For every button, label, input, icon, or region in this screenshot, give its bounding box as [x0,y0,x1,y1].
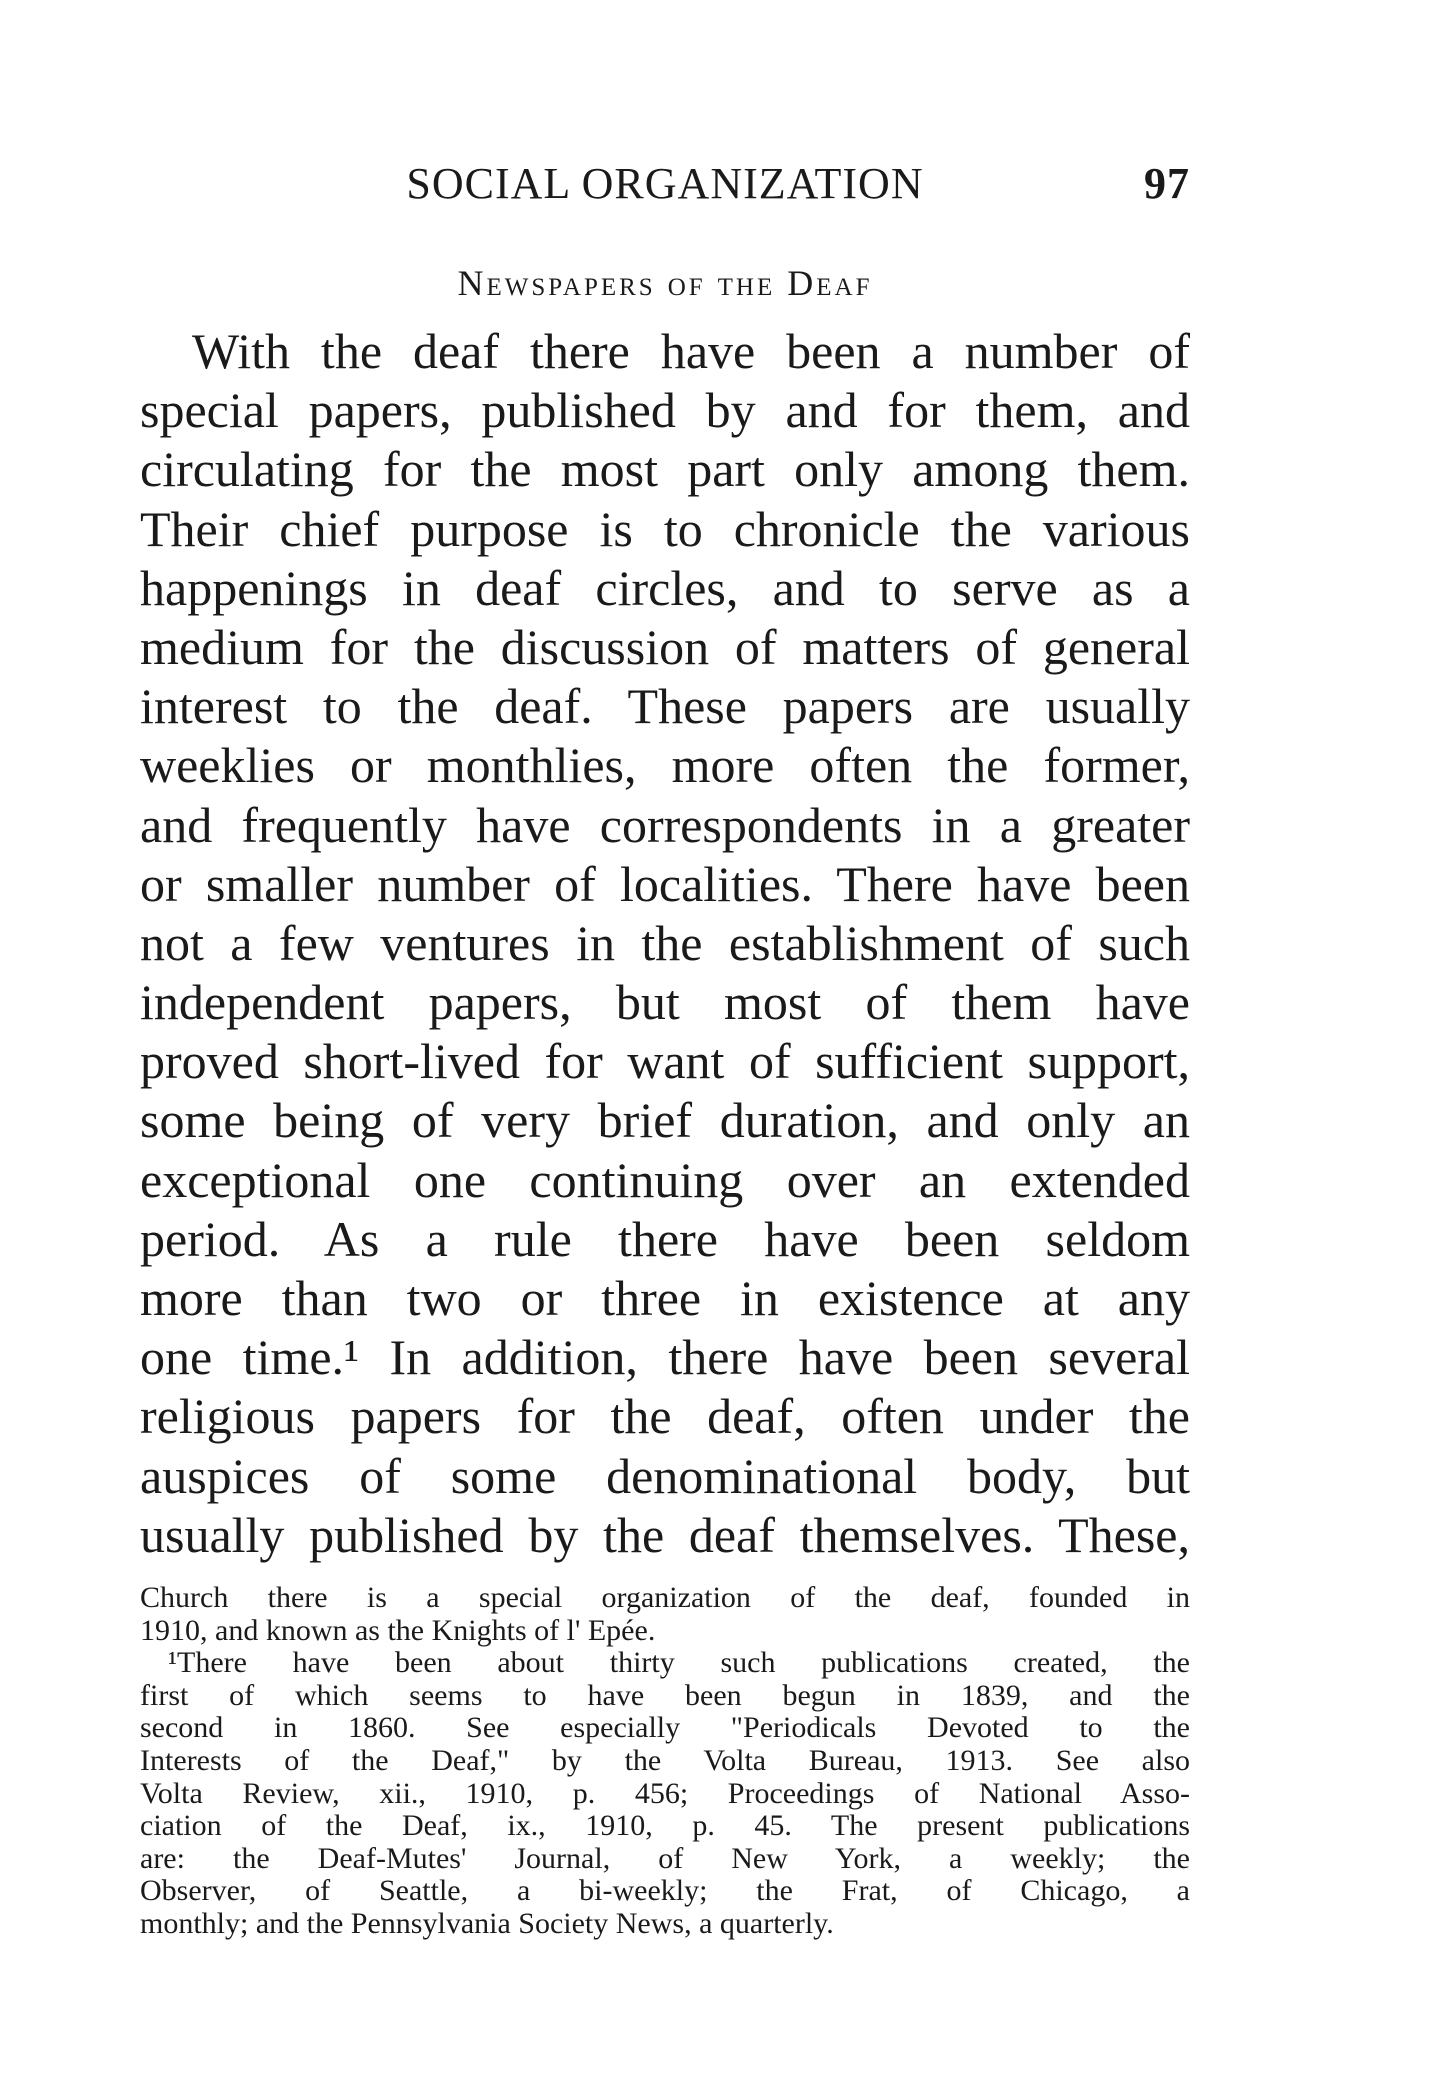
footnote-line: ¹There have been about thirty such publications created, the [168,1646,1190,1680]
body-paragraph [140,322,1190,1565]
section-heading: Newspapers of the Deaf [457,263,873,303]
body-line: religious papers for the deaf, often under the [140,1388,1190,1445]
running-head [140,158,1190,214]
page-number: 97 [1144,159,1190,208]
body-line: usually published by the deaf themselves. These, [140,1506,1190,1563]
footnote-line: Interests of the Deaf," by the Volta Bureau, 1913. See also [140,1743,1190,1777]
footnote-line: 1910, and known as the Knights of l' Epée. [140,1613,656,1647]
body-line: interest to the deaf. These papers are usually [140,678,1190,735]
running-title: SOCIAL ORGANIZATION [406,159,924,208]
footnote-line: ciation of the Deaf, ix., 1910, p. 45. The present publications [140,1809,1190,1843]
body-line: some being of very brief duration, and only an [140,1092,1190,1149]
footnote-line: Church there is a special organization of the deaf, founded in [140,1581,1190,1614]
body-line: more than two or three in existence at any [140,1270,1190,1326]
body-line: happenings in deaf circles, and to serve as a [140,559,1190,616]
footnote-line: are: the Deaf-Mutes' Journal, of New York, a weekly; the [140,1841,1190,1875]
footnote-line: monthly; and the Pennsylvania Society News, a quarterly. [140,1906,834,1940]
body-line: auspices of some denominational body, but [140,1447,1190,1504]
body-line: independent papers, but most of them have [140,974,1190,1031]
body-line: or smaller number of localities. There have been [140,855,1190,912]
footnote-line: second in 1860. See especially "Periodicals Devoted to the [140,1711,1190,1745]
body-line: medium for the discussion of matters of general [140,618,1190,675]
body-line: proved short-lived for want of sufficient support, [140,1033,1190,1090]
body-line: Their chief purpose is to chronicle the various [140,500,1190,557]
footnote-line: Volta Review, xii., 1910, p. 456; Proceedings of National Asso- [140,1776,1190,1810]
body-line: weeklies or monthlies, more often the former, [140,737,1190,794]
footnote-line: Observer, of Seattle, a bi-weekly; the Frat, of Chicago, a [140,1874,1190,1908]
body-line: exceptional one continuing over an extended [140,1151,1190,1208]
body-line: With the deaf there have been a number of [192,323,1190,379]
body-line: circulating for the most part only among them. [140,441,1190,498]
body-line: and frequently have correspondents in a greater [140,796,1190,853]
body-line: not a few ventures in the establishment of such [140,914,1190,971]
body-line: period. As a rule there have been seldom [140,1210,1190,1267]
footnote-line: first of which seems to have been begun in 1839, and the [140,1678,1190,1712]
body-line: special papers, published by and for them, and [140,382,1190,439]
body-line: one time.¹ In addition, there have been several [140,1329,1190,1386]
footnotes [140,1582,1190,1941]
